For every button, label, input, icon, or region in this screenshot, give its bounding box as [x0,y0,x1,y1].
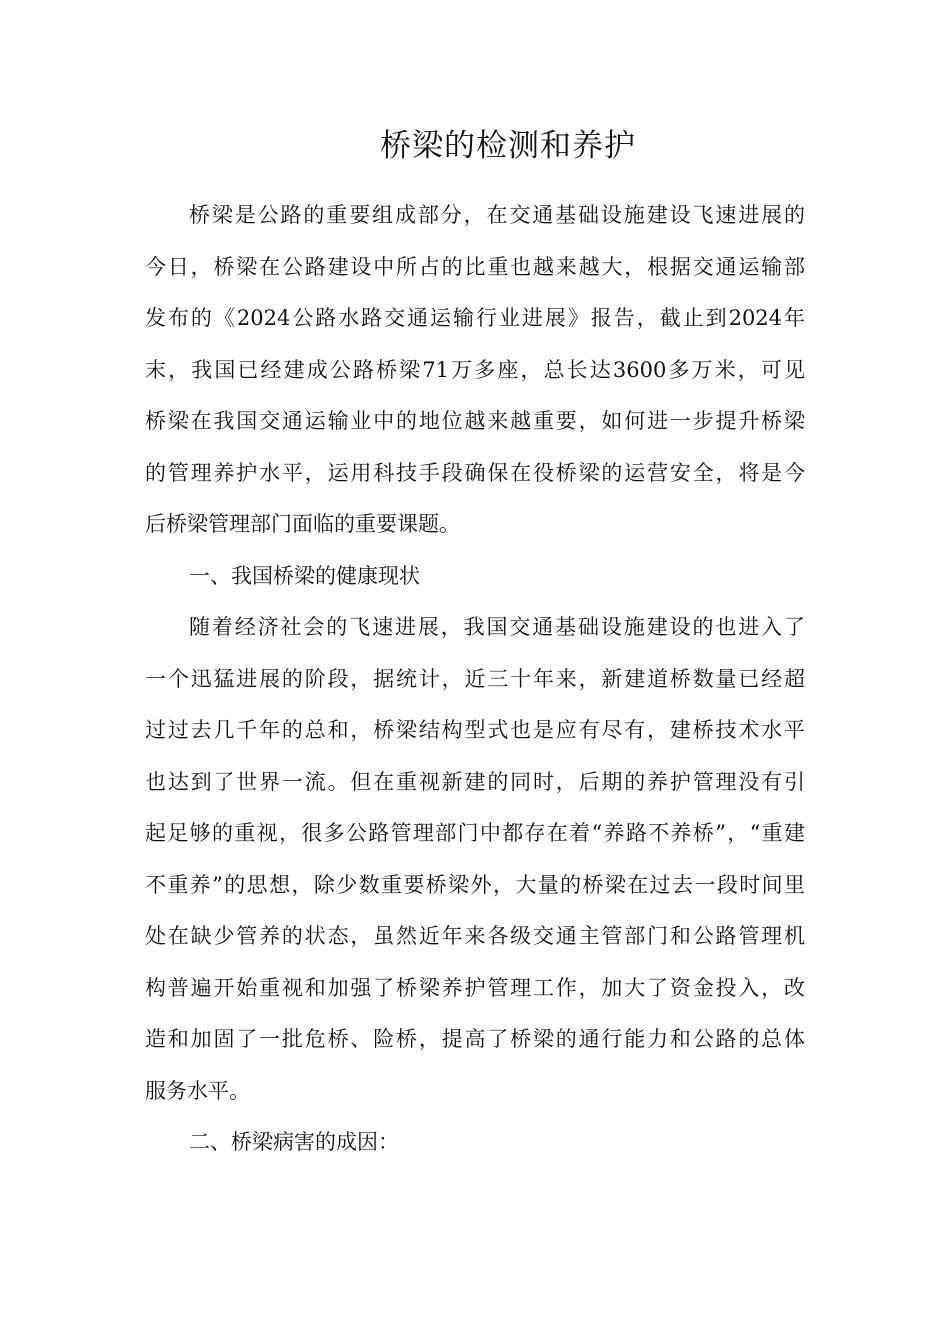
paragraph-line: 桥梁在我国交通运输业中的地位越来越重要，如何进一步提升桥梁 [145,409,805,433]
paragraph-line: 桥梁是公路的重要组成部分，在交通基础设施建设飞速进展的 [189,203,805,227]
section-heading: 一、我国桥梁的健康现状 [189,563,420,588]
paragraph-line: 今日，桥梁在公路建设中所占的比重也越来越大，根据交通运输部 [145,254,805,279]
paragraph-line: 构普遍开始重视和加强了桥梁养护管理工作，加大了资金投入，改 [145,975,805,1000]
paragraph-line: 随着经济社会的飞速进展，我国交通基础设施建设的也进入了 [189,615,805,639]
section-heading: 二、桥梁病害的成因： [189,1130,399,1154]
document-title: 桥梁的检测和养护 [380,128,636,164]
paragraph-line: 后桥梁管理部门面临的重要课题。 [145,512,460,536]
paragraph-line: 的管理养护水平，运用科技手段确保在役桥梁的运营安全，将是今 [145,460,805,485]
paragraph-line: 处在缺少管养的状态，虽然近年来各级交通主管部门和公路管理机 [145,924,805,948]
paragraph-line: 一个迅猛进展的阶段，据统计，近三十年来，新建道桥数量已经超 [145,666,805,691]
paragraph-line: 也达到了世界一流。但在重视新建的同时，后期的养护管理没有引 [145,769,805,794]
paragraph-line: 不重养”的思想，除少数重要桥梁外，大量的桥梁在过去一段时间里 [145,872,805,897]
document-body [145,195,805,1174]
paragraph-line: 过过去几千年的总和，桥梁结构型式也是应有尽有，建桥技术水平 [145,718,805,742]
paragraph-line: 发布的《2024公路水路交通运输行业进展》报告，截止到2024年 [145,306,805,330]
paragraph-line: 造和加固了一批危桥、险桥，提高了桥梁的通行能力和公路的总体 [145,1027,805,1051]
paragraph-line: 末，我国已经建成公路桥梁71万多座，总长达3600多万米，可见 [145,357,805,382]
paragraph-line: 起足够的重视，很多公路管理部门中都存在着“养路不养桥”，“重建 [145,821,805,845]
paragraph-line: 服务水平。 [145,1078,250,1103]
